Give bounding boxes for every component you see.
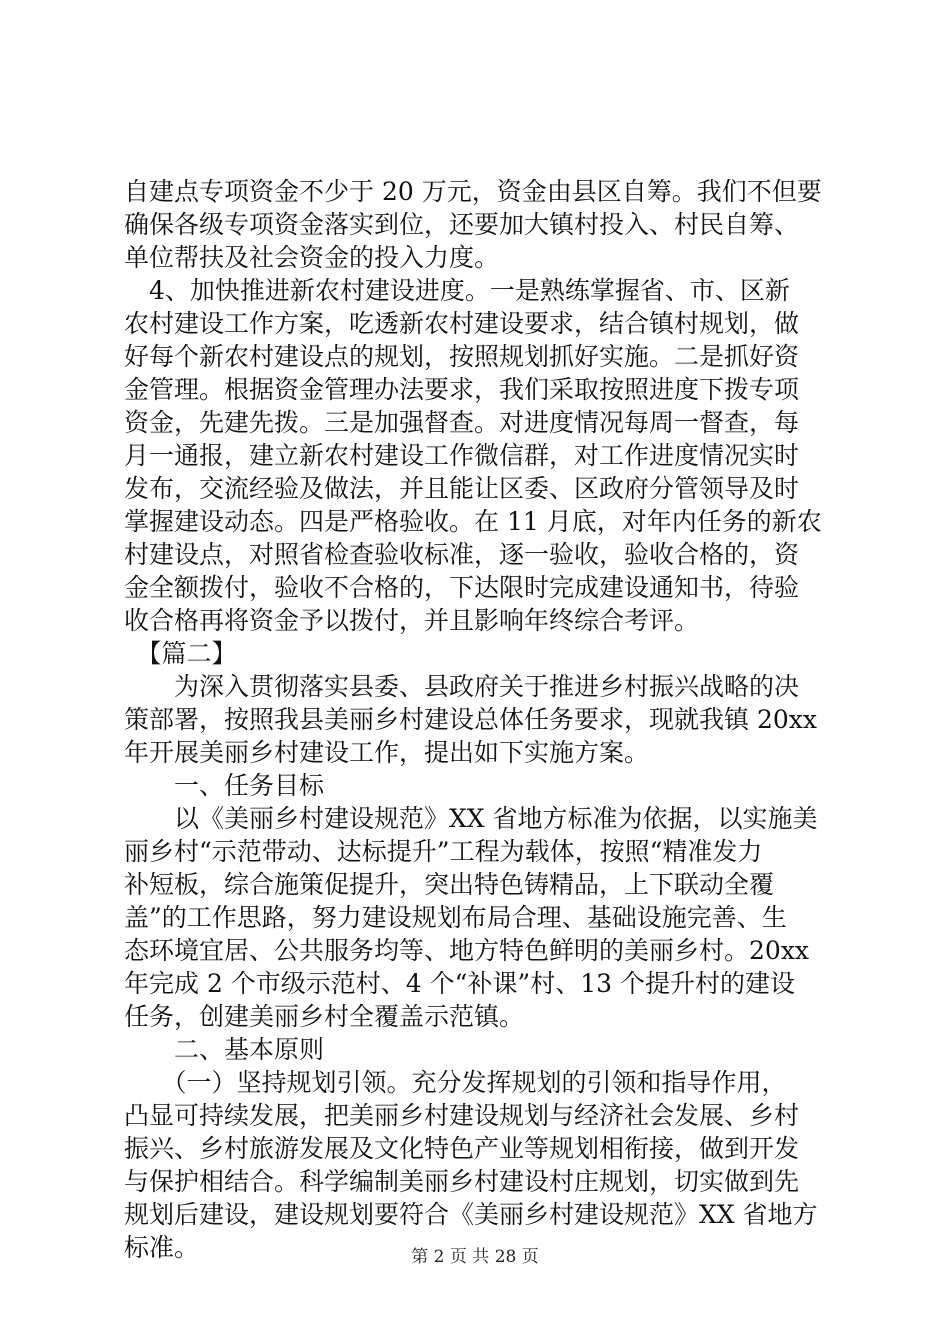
body-text-line: 丽乡村“示范带动、达标提升”工程为载体，按照“精准发力 <box>124 837 763 866</box>
body-text-line: 以《美丽乡村建设规范》XX 省地方标准为依据，以实施美 <box>124 804 818 833</box>
body-text-line: 村建设点，对照省检查验收标准，逐一验收，验收合格的，资 <box>124 540 800 569</box>
body-text-line: 自建点专项资金不少于 20 万元，资金由县区自筹。我们不但要 <box>124 177 822 206</box>
body-text-line: 振兴、乡村旅游发展及文化特色产业等规划相衔接，做到开发 <box>124 1134 800 1163</box>
body-text-line: 好每个新农村建设点的规划，按照规划抓好实施。二是抓好资 <box>124 342 800 371</box>
body-text-line: 年开展美丽乡村建设工作，提出如下实施方案。 <box>124 738 650 767</box>
section-heading: 【篇二】 <box>124 639 237 668</box>
body-text-line: 确保各级专项资金落实到位，还要加大镇村投入、村民自筹、 <box>124 210 800 239</box>
body-text-line: 单位帮扶及社会资金的投入力度。 <box>124 243 500 272</box>
body-text-line: 为深入贯彻落实县委、县政府关于推进乡村振兴战略的决 <box>124 672 800 701</box>
body-text-line: 补短板，综合施策促提升，突出特色铸精品，上下联动全覆 <box>124 870 775 899</box>
subsection-heading: 一、任务目标 <box>124 771 325 800</box>
body-text-line: 态环境宜居、公共服务均等、地方特色鲜明的美丽乡村。20xx <box>124 936 810 965</box>
body-text-line: 规划后建设，建设规划要符合《美丽乡村建设规范》XX 省地方 <box>124 1200 818 1229</box>
body-text-line: 掌握建设动态。四是严格验收。在 11 月底，对年内任务的新农 <box>124 507 822 536</box>
body-text-line: 金全额拨付，验收不合格的，下达限时完成建设通知书，待验 <box>124 573 800 602</box>
body-text-line: 盖”的工作思路，努力建设规划布局合理、基础设施完善、生 <box>124 903 787 932</box>
body-text-line: 标准。 <box>124 1233 200 1262</box>
body-text-line: 与保护相结合。科学编制美丽乡村建设村庄规划，切实做到先 <box>124 1167 800 1196</box>
body-text-line: 发布，交流经验及做法，并且能让区委、区政府分管领导及时 <box>124 474 800 503</box>
page-footer: 第 2 页 共 28 页 <box>411 1247 539 1267</box>
body-text-line: 资金，先建先拨。三是加强督查。对进度情况每周一督查，每 <box>124 408 800 437</box>
subsection-heading: 二、基本原则 <box>124 1035 325 1064</box>
body-text-line: 4、加快推进新农村建设进度。一是熟练掌握省、市、区新 <box>124 276 790 305</box>
body-text-line: 凸显可持续发展，把美丽乡村建设规划与经济社会发展、乡村 <box>124 1101 800 1130</box>
body-text-line: 金管理。根据资金管理办法要求，我们采取按照进度下拨专项 <box>124 375 800 404</box>
body-text-line: 收合格再将资金予以拨付，并且影响年终综合考评。 <box>124 606 700 635</box>
body-text-line: 月一通报，建立新农村建设工作微信群，对工作进度情况实时 <box>124 441 800 470</box>
body-text-line: 年完成 2 个市级示范村、4 个“补课”村、13 个提升村的建设 <box>124 969 795 998</box>
body-text-line: 农村建设工作方案，吃透新农村建设要求，结合镇村规划，做 <box>124 309 800 338</box>
body-text-line: （一）坚持规划引领。充分发挥规划的引领和指导作用， <box>124 1068 787 1097</box>
body-text-line: 策部署，按照我县美丽乡村建设总体任务要求，现就我镇 20xx <box>124 705 817 734</box>
body-text-line: 任务，创建美丽乡村全覆盖示范镇。 <box>124 1002 525 1031</box>
